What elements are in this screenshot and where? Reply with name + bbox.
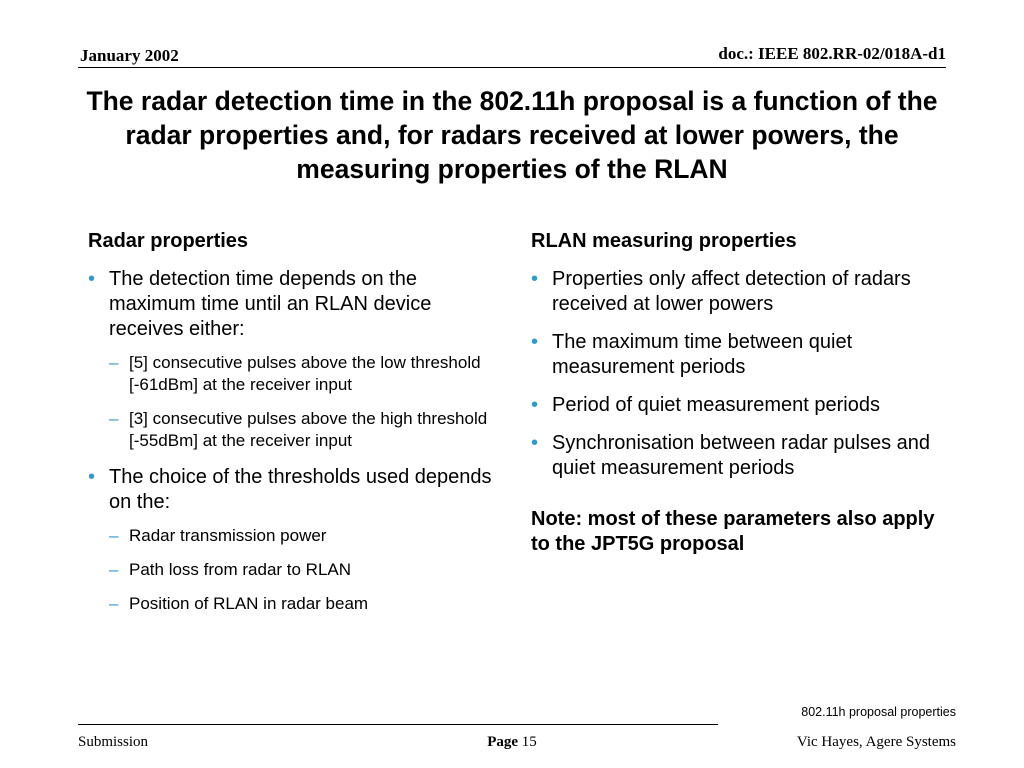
list-item (109, 525, 498, 547)
bullet-icon: • (531, 432, 539, 454)
dash-icon: – (109, 353, 119, 372)
bullet-text: Period of quiet measurement periods (552, 394, 880, 416)
bullet-icon: • (531, 268, 539, 290)
list-item (109, 352, 498, 396)
sub-bullet-text: Path loss from radar to RLAN (129, 560, 352, 579)
left-bullet-list (88, 267, 498, 615)
list-item (531, 267, 946, 317)
slide-caption: 802.11h proposal properties (801, 705, 956, 719)
dash-icon: – (109, 409, 119, 428)
header-doc-id: doc.: IEEE 802.RR-02/018A-d1 (718, 44, 946, 63)
list-item (88, 465, 498, 615)
list-item (531, 431, 946, 481)
header-divider (78, 67, 946, 68)
note-text: Note: most of these parameters also apply to the JPT5G proposal (531, 508, 935, 555)
footer-author: Vic Hayes, Agere Systems (796, 734, 956, 750)
bullet-text: The choice of the thresholds used depends on the: (109, 466, 492, 513)
sub-bullet-list (109, 525, 498, 615)
footer-page (452, 734, 572, 751)
bullet-text: Properties only affect detection of radars received at lower powers (552, 268, 911, 315)
bullet-text: The maximum time between quiet measurement periods (552, 331, 853, 378)
bullet-icon: • (88, 268, 96, 290)
dash-icon: – (109, 594, 119, 613)
bullet-text: The detection time depends on the maximum time until an RLAN device receives either: (109, 268, 432, 340)
sub-bullet-text: [5] consecutive pulses above the low threshold [-61dBm] at the receiver input (129, 353, 481, 394)
left-column-heading: Radar properties (88, 230, 249, 252)
footer-submission: Submission (78, 734, 149, 750)
sub-bullet-text: Radar transmission power (129, 526, 327, 545)
sub-bullet-list (109, 352, 498, 452)
right-column (531, 229, 946, 557)
list-item (109, 559, 498, 581)
page-label: Page (487, 734, 519, 750)
bullet-text: Synchronisation between radar pulses and quiet measurement periods (552, 432, 931, 479)
list-item (531, 393, 946, 418)
right-column-heading: RLAN measuring properties (531, 230, 797, 252)
list-item (88, 267, 498, 452)
list-item (109, 408, 498, 452)
slide-title: The radar detection time in the 802.11h proposal is a function of the radar properties and, for radars received at lower powers, the measuring properties of the RLAN (86, 86, 938, 184)
header-date: January 2002 (80, 46, 179, 65)
list-item (109, 593, 498, 615)
dash-icon: – (109, 560, 119, 579)
sub-bullet-text: [3] consecutive pulses above the high threshold [-55dBm] at the receiver input (129, 409, 488, 450)
bullet-icon: • (531, 331, 539, 353)
list-item (531, 330, 946, 380)
right-bullet-list (531, 267, 946, 481)
footer-divider (78, 724, 718, 725)
bullet-icon: • (531, 394, 539, 416)
page-number: 15 (521, 734, 537, 750)
dash-icon: – (109, 526, 119, 545)
sub-bullet-text: Position of RLAN in radar beam (129, 594, 369, 613)
left-column (88, 229, 498, 628)
bullet-icon: • (88, 466, 96, 488)
